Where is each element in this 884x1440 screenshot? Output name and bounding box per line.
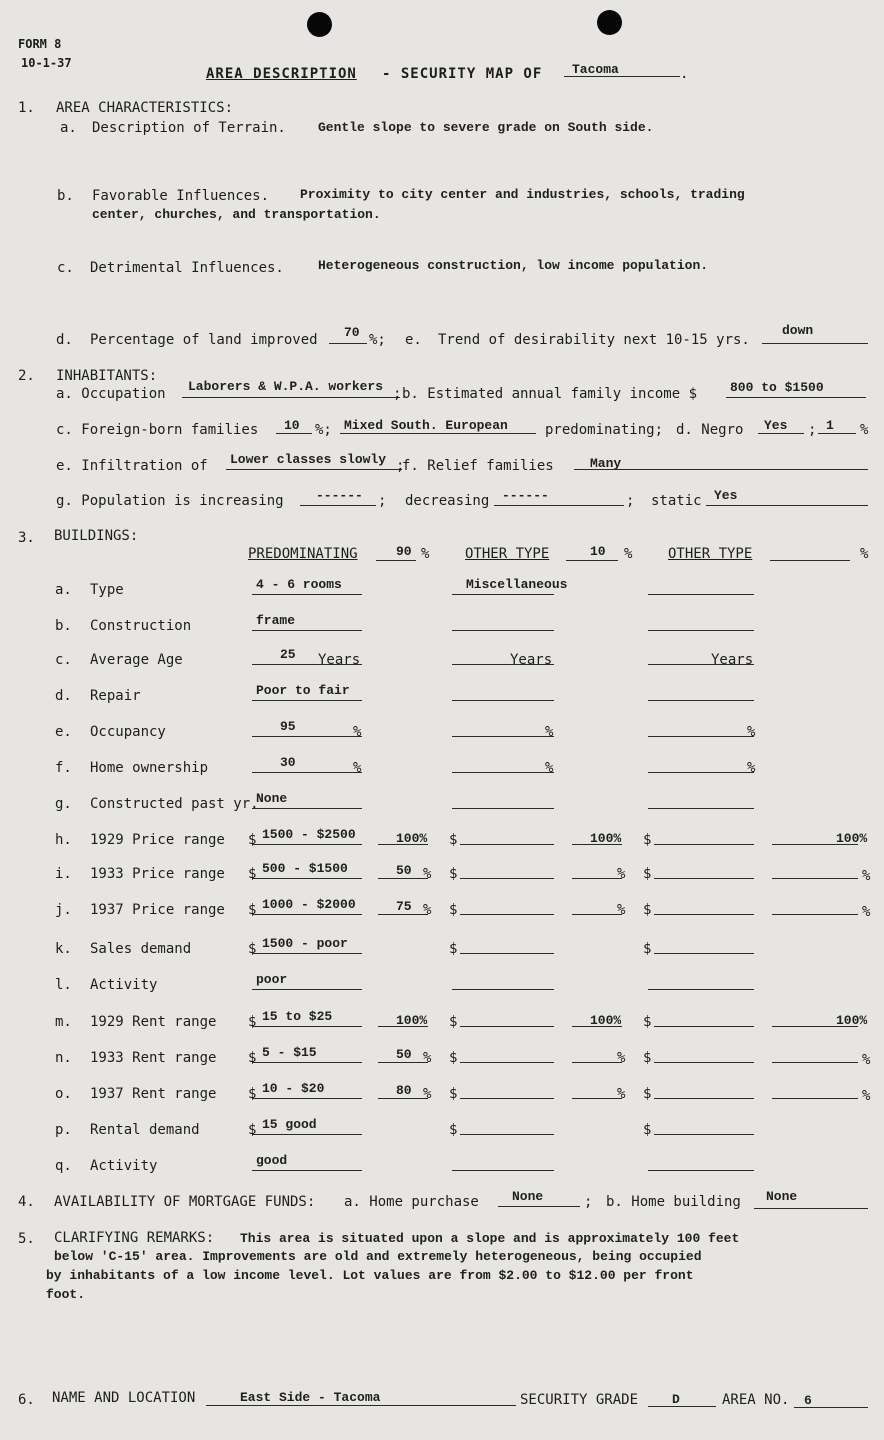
row-line-other-2 xyxy=(648,772,754,773)
row-label: Construction xyxy=(90,618,192,634)
row-letter: m. xyxy=(55,1014,72,1030)
dollar-sign: $ xyxy=(248,832,257,848)
row-value-predominating: 15 to $25 xyxy=(262,1009,333,1024)
population-static-value: Yes xyxy=(714,488,738,503)
row-label: 1933 Rent range xyxy=(90,1050,217,1066)
income-value: 800 to $1500 xyxy=(730,380,824,395)
negro-line xyxy=(758,433,804,434)
population-label: g. Population is increasing xyxy=(56,493,284,509)
row-line-other-1 xyxy=(460,1026,554,1027)
pct-sign: % xyxy=(423,902,432,918)
col-other-type-1-label: OTHER TYPE xyxy=(465,546,550,562)
row-line-other-1 xyxy=(452,772,554,773)
terrain-label-letter: a. xyxy=(60,120,77,136)
row-letter: n. xyxy=(55,1050,72,1066)
col-other-type-2-label: OTHER TYPE xyxy=(668,546,753,562)
unit: % xyxy=(353,760,362,776)
security-grade-label: SECURITY GRADE xyxy=(520,1392,639,1408)
row-value-predominating: 10 - $20 xyxy=(262,1081,325,1096)
row-pct-line-2 xyxy=(572,844,622,845)
row-letter: a. xyxy=(55,582,72,598)
row-letter: g. xyxy=(55,796,72,812)
row-label: Home ownership xyxy=(90,760,209,776)
relief-label: f. Relief families xyxy=(402,458,554,474)
row-line-predominating xyxy=(252,1098,362,1099)
row-line-other-1 xyxy=(460,1134,554,1135)
row-line-other-2 xyxy=(648,989,754,990)
row-pct-line-2 xyxy=(572,1062,622,1063)
row-line-other-1 xyxy=(452,808,554,809)
title-period: . xyxy=(680,66,689,82)
land-improved-line xyxy=(329,343,367,344)
dollar-sign: $ xyxy=(248,902,257,918)
row-pct-line-3 xyxy=(772,844,858,845)
home-purchase-value: None xyxy=(512,1189,544,1204)
row-pct-line-1 xyxy=(378,1062,428,1063)
population-increasing-line xyxy=(300,505,376,506)
row-label: 1937 Rent range xyxy=(90,1086,217,1102)
area-number-value: 6 xyxy=(804,1393,812,1408)
foreign-born-value: 10 xyxy=(284,418,300,433)
dollar-sign: $ xyxy=(643,1086,652,1102)
row-line-other-1 xyxy=(452,594,554,595)
row-label: Average Age xyxy=(90,652,183,668)
row-line-other-1 xyxy=(460,844,554,845)
desirability-letter: e. xyxy=(405,332,422,348)
section-1-number: 1. xyxy=(18,100,35,116)
row-pct-line-1 xyxy=(378,914,428,915)
row-line-other-1 xyxy=(452,700,554,701)
row-pct-predominating: 100% xyxy=(396,1013,428,1028)
home-building-label: b. Home building xyxy=(606,1194,741,1210)
dollar-sign: $ xyxy=(643,866,652,882)
row-letter: e. xyxy=(55,724,72,740)
relief-line xyxy=(574,469,868,470)
section-4-heading: AVAILABILITY OF MORTGAGE FUNDS: xyxy=(54,1194,316,1210)
row-line-other-2 xyxy=(654,1062,754,1063)
row-pct-line-1 xyxy=(378,1098,428,1099)
home-purchase-label: a. Home purchase xyxy=(344,1194,479,1210)
population-sep-2: ; xyxy=(626,493,635,509)
col-predominating-pct: 90 xyxy=(396,544,412,559)
home-purchase-line xyxy=(498,1206,580,1207)
row-value-predominating: poor xyxy=(256,972,288,987)
row-line-other-2 xyxy=(654,1134,754,1135)
punch-hole-right xyxy=(597,10,622,35)
dollar-sign: $ xyxy=(248,941,257,957)
col-other-type-2-pct-line xyxy=(770,560,850,561)
row-line-other-2 xyxy=(648,700,754,701)
row-label: 1929 Rent range xyxy=(90,1014,217,1030)
desirability-value: down xyxy=(782,323,814,338)
area-number-label: AREA NO. xyxy=(722,1392,790,1408)
row-line-predominating xyxy=(252,736,362,737)
dollar-sign: $ xyxy=(449,902,458,918)
section-5-number: 5. xyxy=(18,1231,35,1247)
land-improved-value: 70 xyxy=(344,325,360,340)
col-predominating-label: PREDOMINATING xyxy=(248,546,358,562)
row-line-other-1 xyxy=(460,878,554,879)
area-name-value: East Side - Tacoma xyxy=(240,1390,381,1405)
col-predominating-pct-sign: % xyxy=(421,546,430,562)
row-line-other-2 xyxy=(654,953,754,954)
detrimental-label: Detrimental Influences. xyxy=(90,260,284,276)
section-3-number: 3. xyxy=(18,530,35,546)
row-letter: q. xyxy=(55,1158,72,1174)
row-label: Sales demand xyxy=(90,941,192,957)
col-other-type-1-pct-sign: % xyxy=(624,546,633,562)
row-line-predominating xyxy=(252,594,362,595)
row-line-predominating xyxy=(252,1026,362,1027)
land-improved-suffix: %; xyxy=(369,332,386,348)
dollar-sign: $ xyxy=(449,832,458,848)
infiltration-sep: ; xyxy=(396,458,405,474)
terrain-value: Gentle slope to severe grade on South side. xyxy=(318,120,654,135)
row-value-predominating: 95 xyxy=(280,719,296,734)
unit: Years xyxy=(318,652,361,668)
pct-sign: % xyxy=(617,1050,626,1066)
section-6-heading: NAME AND LOCATION xyxy=(52,1390,196,1406)
pct-sign: % xyxy=(862,1088,871,1104)
decreasing-label: decreasing xyxy=(405,493,490,509)
remarks-line-3: by inhabitants of a low income level. Lot values are from $2.00 to $12.00 per front xyxy=(46,1268,694,1283)
row-letter: l. xyxy=(55,977,72,993)
row-line-other-1 xyxy=(452,1170,554,1171)
row-pct-line-3 xyxy=(772,1062,858,1063)
row-line-other-1 xyxy=(460,1062,554,1063)
dollar-sign: $ xyxy=(643,1122,652,1138)
foreign-born-pct: %; xyxy=(315,422,332,438)
row-line-predominating xyxy=(252,772,362,773)
security-grade-value: D xyxy=(672,1392,680,1407)
pct-sign: % xyxy=(617,902,626,918)
col-other-type-2-pct-sign: % xyxy=(860,546,869,562)
row-line-other-2-short xyxy=(648,664,708,665)
row-pct-other-2: 100% xyxy=(836,831,868,846)
row-pct-other-2: 100% xyxy=(836,1013,868,1028)
row-label: 1929 Price range xyxy=(90,832,225,848)
row-line-other-1 xyxy=(460,1098,554,1099)
row-value-predominating: frame xyxy=(256,613,296,628)
col-other-type-1-pct-line xyxy=(566,560,618,561)
static-label: static xyxy=(651,493,702,509)
pct-sign: % xyxy=(617,1086,626,1102)
row-value-predominating: 500 - $1500 xyxy=(262,861,348,876)
row-pct-other-1: 100% xyxy=(590,831,622,846)
predominating-label: predominating; xyxy=(545,422,664,438)
occupation-sep: ; xyxy=(393,386,402,402)
favorable-label-letter: b. xyxy=(57,188,74,204)
row-pct-line-2 xyxy=(572,914,622,915)
negro-label: d. Negro xyxy=(676,422,744,438)
dollar-sign: $ xyxy=(643,1014,652,1030)
form-number: FORM 8 xyxy=(18,37,62,51)
population-decreasing-line xyxy=(494,505,624,506)
favorable-value-1: Proximity to city center and industries, schools, trading xyxy=(300,187,745,202)
section-2-number: 2. xyxy=(18,368,35,384)
detrimental-label-letter: c. xyxy=(57,260,74,276)
remarks-line-2: below 'C-15' area. Improvements are old and extremely heterogeneous, being occupied xyxy=(54,1249,702,1264)
row-line-other-1 xyxy=(460,914,554,915)
row-letter: b. xyxy=(55,618,72,634)
row-line-other-2 xyxy=(648,1170,754,1171)
dollar-sign: $ xyxy=(643,902,652,918)
row-line-predominating xyxy=(252,630,362,631)
home-building-value: None xyxy=(766,1189,798,1204)
row-letter: d. xyxy=(55,688,72,704)
row-line-other-2 xyxy=(654,1026,754,1027)
row-line-other-1-short xyxy=(452,664,508,665)
row-value-predominating: 15 good xyxy=(262,1117,317,1132)
row-value-predominating: 1500 - $2500 xyxy=(262,827,356,842)
row-pct-line-3 xyxy=(772,1098,858,1099)
row-line-other-2 xyxy=(654,914,754,915)
row-value-predominating: 1500 - poor xyxy=(262,936,348,951)
row-value-predominating: None xyxy=(256,791,288,806)
row-line-predominating xyxy=(252,989,362,990)
row-line-predominating xyxy=(252,1062,362,1063)
row-pct-line-3 xyxy=(772,878,858,879)
row-pct-line-2 xyxy=(572,1026,622,1027)
infiltration-line xyxy=(226,469,402,470)
unit: Years xyxy=(510,652,553,668)
row-line-other-2 xyxy=(648,630,754,631)
row-pct-line-3 xyxy=(772,1026,858,1027)
row-label: 1933 Price range xyxy=(90,866,225,882)
relief-value: Many xyxy=(590,456,622,471)
section-6-number: 6. xyxy=(18,1392,35,1408)
occupation-line xyxy=(182,397,400,398)
row-pct-predominating: 50 xyxy=(396,1047,412,1062)
dollar-sign: $ xyxy=(449,866,458,882)
pct-sign: % xyxy=(423,1086,432,1102)
row-line-other-2 xyxy=(648,736,754,737)
negro-pct-line xyxy=(818,433,856,434)
dollar-sign: $ xyxy=(449,1014,458,1030)
row-pct-other-1: 100% xyxy=(590,1013,622,1028)
row-label: Type xyxy=(90,582,124,598)
population-sep-1: ; xyxy=(378,493,387,509)
pct-sign: % xyxy=(862,868,871,884)
row-line-predominating xyxy=(252,914,362,915)
row-value-other-1: Miscellaneous xyxy=(466,577,568,592)
dollar-sign: $ xyxy=(449,1050,458,1066)
favorable-label: Favorable Influences. xyxy=(92,188,270,204)
row-label: 1937 Price range xyxy=(90,902,225,918)
row-letter: c. xyxy=(55,652,72,668)
pct-sign: % xyxy=(423,866,432,882)
page-title-suffix: - SECURITY MAP OF xyxy=(382,66,543,82)
col-predominating-pct-line xyxy=(376,560,416,561)
row-line-predominating xyxy=(252,878,362,879)
income-line xyxy=(726,397,866,398)
section-5-heading: CLARIFYING REMARKS: xyxy=(54,1230,215,1246)
dollar-sign: $ xyxy=(449,1122,458,1138)
row-line-other-2 xyxy=(648,594,754,595)
row-value-predominating: 1000 - $2000 xyxy=(262,897,356,912)
punch-hole-left xyxy=(307,12,332,37)
unit: % xyxy=(545,760,554,776)
map-city-line xyxy=(564,76,680,77)
row-label: Rental demand xyxy=(90,1122,200,1138)
dollar-sign: $ xyxy=(248,1014,257,1030)
row-label: Activity xyxy=(90,977,158,993)
row-value-predominating: Poor to fair xyxy=(256,683,350,698)
infiltration-value: Lower classes slowly xyxy=(230,452,387,467)
favorable-value-2: center, churches, and transportation. xyxy=(92,207,381,222)
pct-sign: % xyxy=(862,904,871,920)
pct-sign: % xyxy=(862,1052,871,1068)
row-line-other-2 xyxy=(648,808,754,809)
row-line-other-1 xyxy=(452,630,554,631)
row-line-predominating xyxy=(252,700,362,701)
home-building-line xyxy=(754,1208,868,1209)
row-value-predominating: 5 - $15 xyxy=(262,1045,317,1060)
row-line-predominating xyxy=(252,1134,362,1135)
unit: % xyxy=(747,760,756,776)
section-4-number: 4. xyxy=(18,1194,35,1210)
row-line-other-1 xyxy=(452,989,554,990)
dollar-sign: $ xyxy=(643,832,652,848)
terrain-label: Description of Terrain. xyxy=(92,120,286,136)
remarks-line-1: This area is situated upon a slope and is approximately 100 feet xyxy=(240,1231,740,1246)
row-line-other-2 xyxy=(654,844,754,845)
remarks-line-4: foot. xyxy=(46,1287,86,1302)
negro-value: Yes xyxy=(764,418,788,433)
row-line-predominating xyxy=(252,1170,362,1171)
row-pct-line-3 xyxy=(772,914,858,915)
row-letter: o. xyxy=(55,1086,72,1102)
section-3-heading: BUILDINGS: xyxy=(54,528,139,544)
detrimental-value: Heterogeneous construction, low income population. xyxy=(318,258,709,273)
row-letter: p. xyxy=(55,1122,72,1138)
row-pct-line-2 xyxy=(572,1098,622,1099)
population-decreasing-value: ------ xyxy=(502,488,549,503)
population-static-line xyxy=(706,505,868,506)
dollar-sign: $ xyxy=(449,941,458,957)
land-improved-label: Percentage of land improved xyxy=(90,332,318,348)
row-value-predominating: 4 - 6 rooms xyxy=(256,577,342,592)
map-city: Tacoma xyxy=(572,62,619,77)
unit: % xyxy=(545,724,554,740)
row-label: Repair xyxy=(90,688,141,704)
row-letter: j. xyxy=(55,902,72,918)
negro-sep: ; xyxy=(808,422,817,438)
row-value-predominating: good xyxy=(256,1153,288,1168)
row-line-predominating xyxy=(252,953,362,954)
area-number-line xyxy=(794,1407,868,1408)
row-pct-line-1 xyxy=(378,1026,428,1027)
row-value-predominating: 25 xyxy=(280,647,296,662)
pct-sign: % xyxy=(423,1050,432,1066)
pct-sign: % xyxy=(617,866,626,882)
row-letter: k. xyxy=(55,941,72,957)
unit: Years xyxy=(711,652,754,668)
row-letter: h. xyxy=(55,832,72,848)
funds-sep: ; xyxy=(584,1194,593,1210)
dollar-sign: $ xyxy=(643,941,652,957)
row-line-other-2 xyxy=(654,1098,754,1099)
section-1-heading: AREA CHARACTERISTICS: xyxy=(56,100,234,116)
unit: % xyxy=(353,724,362,740)
dollar-sign: $ xyxy=(248,1050,257,1066)
row-pct-line-2 xyxy=(572,878,622,879)
foreign-born-line xyxy=(276,433,312,434)
population-increasing-value: ------ xyxy=(316,488,363,503)
dollar-sign: $ xyxy=(248,866,257,882)
row-label: Constructed past yr. xyxy=(90,796,259,812)
foreign-born-label: c. Foreign-born families xyxy=(56,422,259,438)
desirability-label: Trend of desirability next 10-15 yrs. xyxy=(438,332,750,348)
col-other-type-1-pct: 10 xyxy=(590,544,606,559)
occupation-label: a. Occupation xyxy=(56,386,166,402)
row-pct-line-1 xyxy=(378,878,428,879)
row-label: Activity xyxy=(90,1158,158,1174)
row-line-other-1 xyxy=(452,736,554,737)
dollar-sign: $ xyxy=(248,1122,257,1138)
dollar-sign: $ xyxy=(643,1050,652,1066)
unit: % xyxy=(747,724,756,740)
row-line-predominating xyxy=(252,808,362,809)
row-letter: i. xyxy=(55,866,72,882)
income-label: b. Estimated annual family income $ xyxy=(402,386,698,402)
desirability-line xyxy=(762,343,868,344)
row-line-predominating xyxy=(252,844,362,845)
row-pct-line-1 xyxy=(378,844,428,845)
row-pct-predominating: 50 xyxy=(396,863,412,878)
foreign-born-nationality: Mixed South. European xyxy=(344,418,508,433)
dollar-sign: $ xyxy=(449,1086,458,1102)
row-pct-predominating: 100% xyxy=(396,831,428,846)
area-name-line xyxy=(206,1405,516,1406)
row-pct-predominating: 80 xyxy=(396,1083,412,1098)
dollar-sign: $ xyxy=(248,1086,257,1102)
form-date: 10-1-37 xyxy=(21,56,72,70)
infiltration-label: e. Infiltration of xyxy=(56,458,208,474)
security-grade-line xyxy=(648,1406,716,1407)
land-improved-letter: d. xyxy=(56,332,73,348)
occupation-value: Laborers & W.P.A. workers xyxy=(188,379,384,394)
row-value-predominating: 30 xyxy=(280,755,296,770)
negro-pct-value: 1 xyxy=(826,418,834,433)
row-line-other-1 xyxy=(460,953,554,954)
foreign-born-nationality-line xyxy=(340,433,536,434)
negro-pct: % xyxy=(860,422,869,438)
row-label: Occupancy xyxy=(90,724,166,740)
row-pct-predominating: 75 xyxy=(396,899,412,914)
section-2-heading: INHABITANTS: xyxy=(56,368,158,384)
row-line-other-2 xyxy=(654,878,754,879)
page-title: AREA DESCRIPTION xyxy=(206,66,357,82)
row-letter: f. xyxy=(55,760,72,776)
